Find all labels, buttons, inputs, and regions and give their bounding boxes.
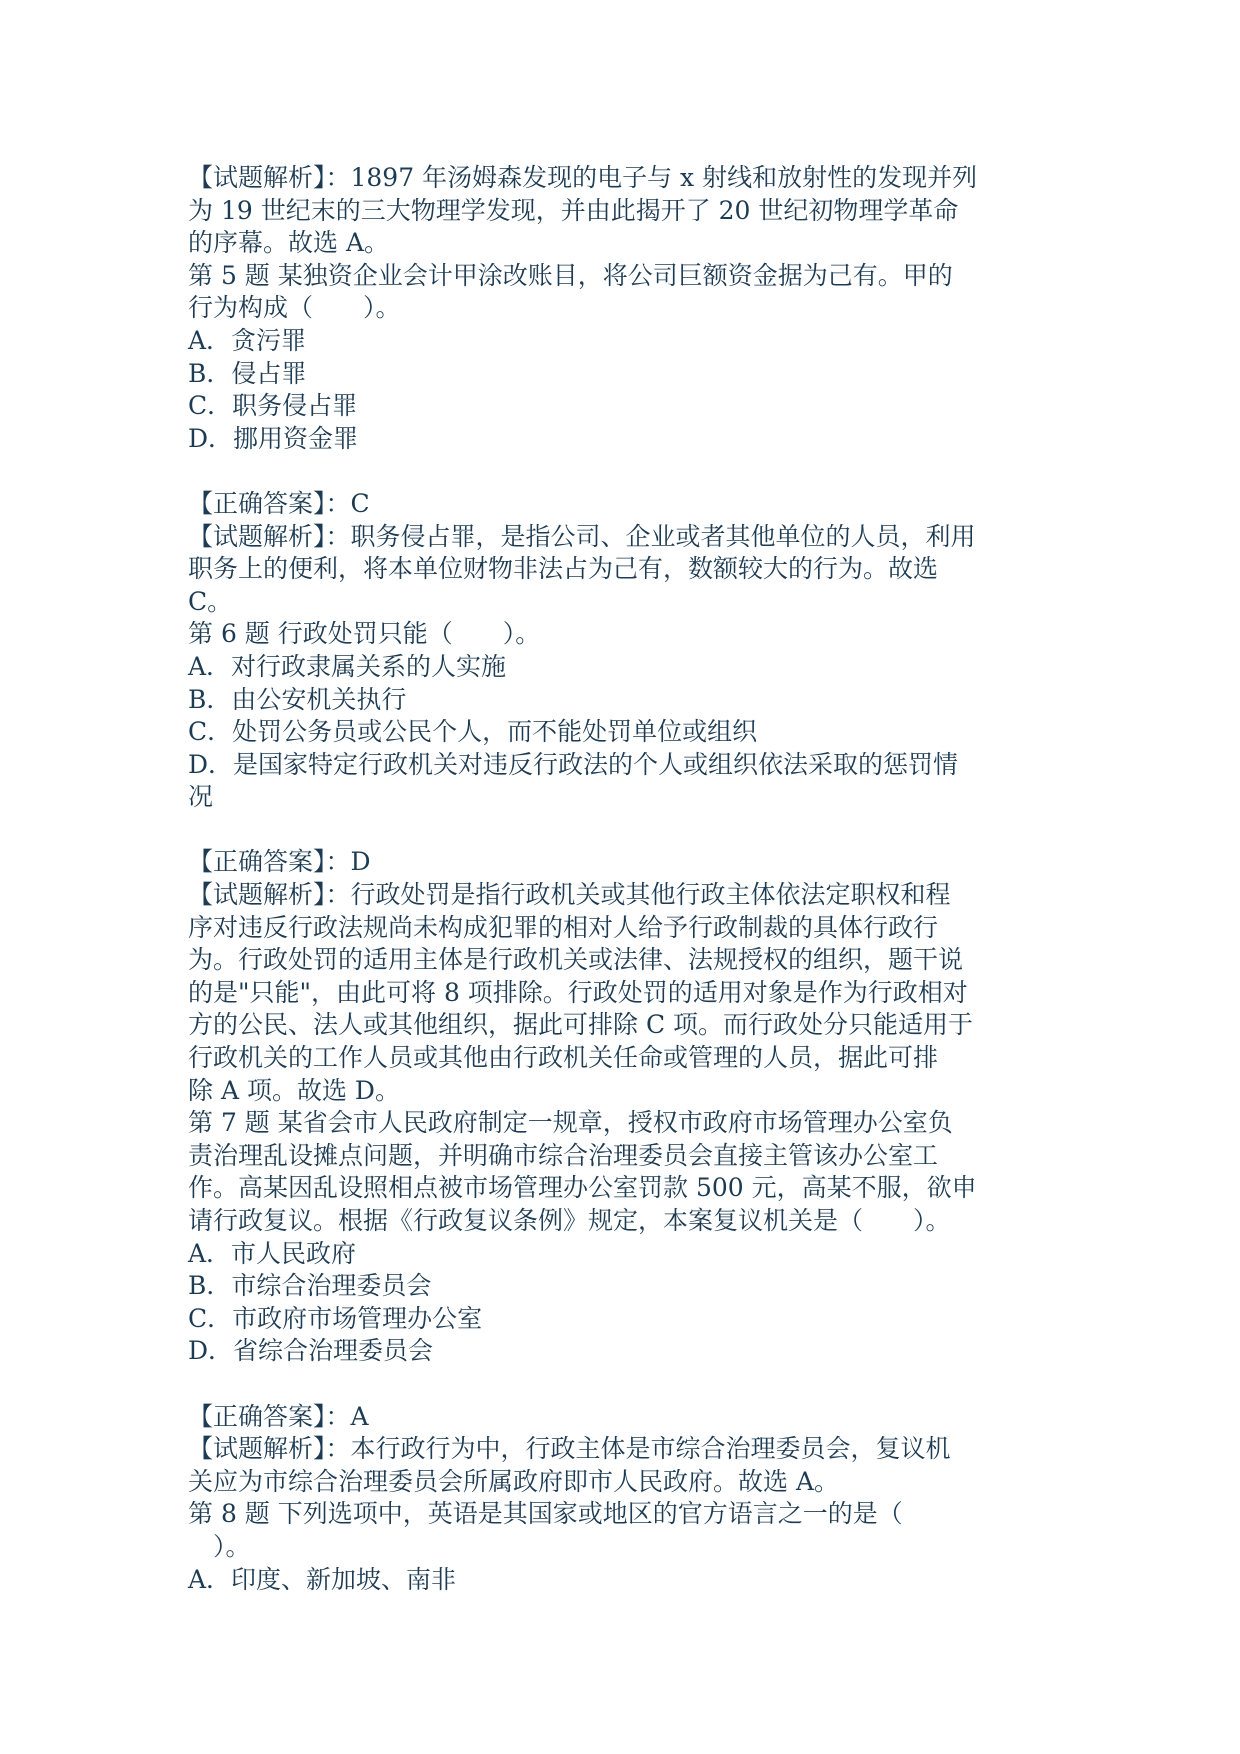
question-7-option-c: C．市政府市场管理办公室 [188,1303,483,1333]
question-6-analysis: 方的公民、法人或其他组织，据此可排除 C 项。而行政处分只能适用于 [188,1010,974,1040]
blank-line [188,814,1060,847]
question-6-analysis: 【试题解析】：行政处罚是指行政机关或其他行政主体依法定职权和程 [188,880,951,910]
text-line: 的序幕。故选 A。 [188,228,390,258]
question-5-analysis: 职务上的便利，将本单位财物非法占为己有，数额较大的行为。故选 [188,554,939,584]
question-8-option-a: A．印度、新加坡、南非 [188,1564,457,1594]
question-6-analysis: 行政机关的工作人员或其他由行政机关任命或管理的人员，据此可排 [188,1043,939,1073]
question-6-answer: 【正确答案】：D [188,847,371,877]
question-7-option-d: D．省综合治理委员会 [188,1336,434,1366]
question-5-option-b: B．侵占罪 [188,358,307,388]
question-7-option-a: A．市人民政府 [188,1238,357,1268]
question-5-option-a: A．贪污罪 [188,325,307,355]
question-7-option-b: B．市综合治理委员会 [188,1271,432,1301]
question-6-stem: 第 6 题 行政处罚只能（ ）。 [188,619,541,649]
question-8-stem: 第 8 题 下列选项中，英语是其国家或地区的官方语言之一的是（ [188,1499,903,1529]
question-7-stem: 责治理乱设摊点问题，并明确市综合治理委员会直接主管该办公室工 [188,1140,939,1170]
question-6-option-c: C．处罚公务员或公民个人，而不能处罚单位或组织 [188,717,758,747]
question-5-analysis: 【试题解析】：职务侵占罪，是指公司、企业或者其他单位的人员，利用 [188,521,976,551]
blank-line [188,455,1060,488]
question-6-option-d: 况 [188,782,214,812]
question-7-answer: 【正确答案】：A [188,1401,369,1431]
question-7-analysis: 关应为市综合治理委员会所属政府即市人民政府。故选 A。 [188,1466,840,1496]
question-8-stem: ）。 [188,1531,251,1561]
question-6-option-b: B．由公安机关执行 [188,684,407,714]
question-7-stem: 作。高某因乱设照相点被市场管理办公室罚款 500 元，高某不服，欲申 [188,1173,977,1203]
question-5-stem: 第 5 题 某独资企业会计甲涂改账目，将公司巨额资金据为己有。甲的 [188,260,953,290]
text-line: 为 19 世纪末的三大物理学发现，并由此揭开了 20 世纪初物理学革命 [188,195,959,225]
question-5-answer: 【正确答案】：C [188,488,370,518]
question-6-option-a: A．对行政隶属关系的人实施 [188,651,507,681]
question-5-option-d: D．挪用资金罪 [188,423,359,453]
question-7-stem: 第 7 题 某省会市人民政府制定一规章，授权市政府市场管理办公室负 [188,1108,953,1138]
question-6-option-d: D．是国家特定行政机关对违反行政法的个人或组织依法采取的惩罚情 [188,749,959,779]
question-6-analysis: 除 A 项。故选 D。 [188,1075,400,1105]
question-5-stem: 行为构成（ ）。 [188,293,401,323]
document-page [188,162,1060,1596]
question-6-analysis: 的是"只能"，由此可将 8 项排除。行政处罚的适用对象是作为行政相对 [188,977,968,1007]
question-5-analysis: C。 [188,586,233,616]
question-6-analysis: 序对违反行政法规尚未构成犯罪的相对人给予行政制裁的具体行政行 [188,912,939,942]
question-7-stem: 请行政复议。根据《行政复议条例》规定，本案复议机关是（ ）。 [188,1206,951,1235]
blank-line [188,1368,1060,1401]
question-6-analysis: 为。行政处罚的适用主体是行政机关或法律、法规授权的组织，题干说 [188,945,964,975]
text-line: 【试题解析】：1897 年汤姆森发现的电子与 x 射线和放射性的发现并列 [188,163,978,192]
question-7-analysis: 【试题解析】：本行政行为中，行政主体是市综合治理委员会，复议机 [188,1434,951,1464]
question-5-option-c: C．职务侵占罪 [188,391,358,421]
